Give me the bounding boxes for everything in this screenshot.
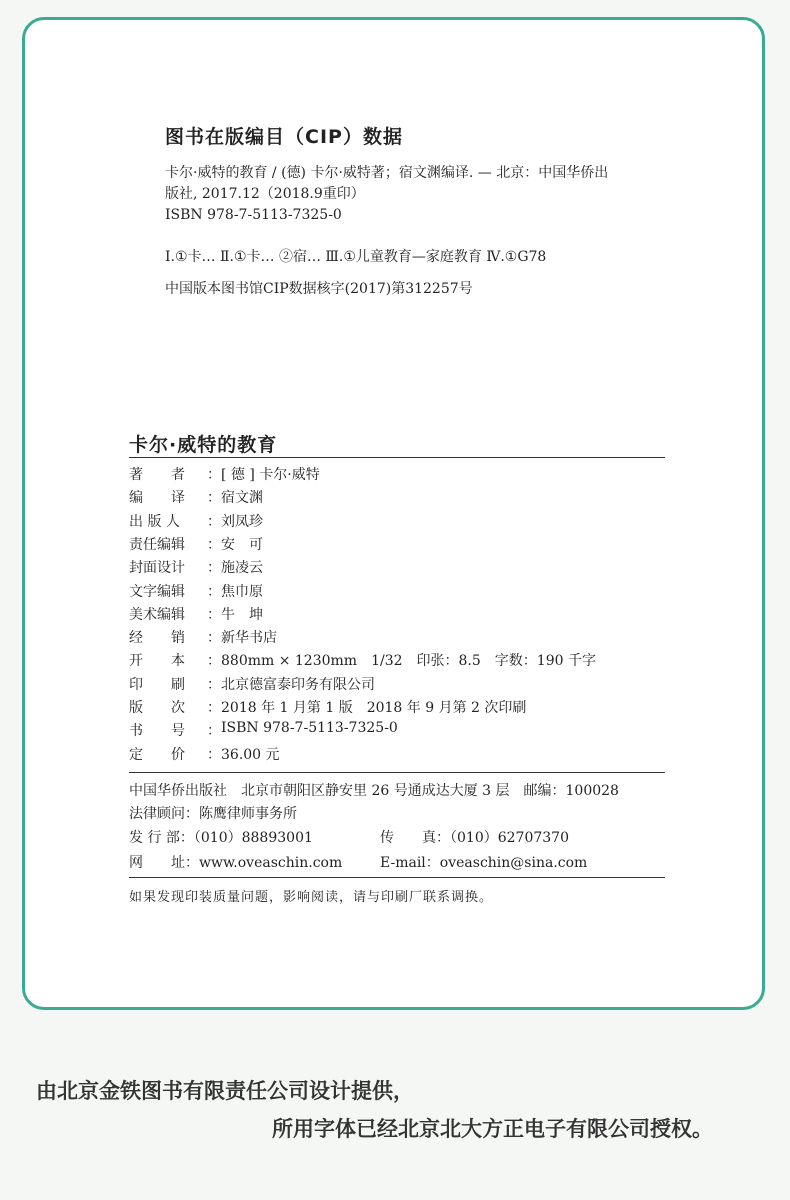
book-info-row xyxy=(129,744,280,764)
publisher-address: 中国华侨出版社 北京市朝阳区静安里 26 号通成达大厦 3 层 邮编：100028 xyxy=(129,783,619,799)
website: 网 址：www.oveaschin.com xyxy=(129,855,343,871)
book-info-row xyxy=(129,650,596,670)
credit-line-2: 所用字体已经北京北大方正电子有限公司授权。 xyxy=(272,1116,713,1141)
book-info-row xyxy=(129,534,263,554)
fax: 传 真：（010）62707370 xyxy=(380,830,569,846)
colon: ： xyxy=(207,606,221,623)
book-info-value: 2018 年 1 月第 1 版 2018 年 9 月第 2 次印刷 xyxy=(221,700,527,716)
book-info-value: 施凌云 xyxy=(221,560,263,577)
book-info-value: ISBN 978-7-5113-7325-0 xyxy=(221,720,398,737)
colon: ： xyxy=(207,536,221,553)
credit-line-1: 由北京金铁图书有限责任公司设计提供， xyxy=(36,1078,414,1103)
book-info-key: 出 版 人 xyxy=(129,513,180,530)
colon: ： xyxy=(207,630,221,647)
book-info-value: 36.00 元 xyxy=(221,746,280,763)
colon: ： xyxy=(207,490,221,507)
book-info-key: 著 者 xyxy=(129,467,185,483)
book-info-row xyxy=(129,511,263,531)
cip-line-2: 版社, 2017.12（2018.9重印） xyxy=(165,186,365,202)
book-info-row xyxy=(129,720,398,740)
cip-title: 图书在版编目（CIP）数据 xyxy=(165,126,403,148)
colon: ： xyxy=(207,583,221,600)
book-info-key: 书 号 xyxy=(129,723,185,740)
colon: ： xyxy=(207,746,221,763)
book-info-row xyxy=(129,581,263,601)
book-info-key: 版 次 xyxy=(129,700,185,716)
colon: ： xyxy=(207,513,221,530)
book-info-value: 880mm × 1230mm 1/32 印张：8.5 字数：190 千字 xyxy=(221,653,596,670)
colon: ： xyxy=(207,723,221,740)
colon: ： xyxy=(207,653,221,670)
book-info-key: 编 译 xyxy=(129,490,185,507)
book-info-row xyxy=(129,674,375,694)
legal-advisor: 法律顾问：陈鹰律师事务所 xyxy=(129,806,297,822)
book-info-row xyxy=(129,697,526,717)
info-divider xyxy=(129,772,665,773)
book-info-key: 文字编辑 xyxy=(129,583,185,600)
publisher-divider xyxy=(129,877,665,878)
email: E-mail：oveaschin@sina.com xyxy=(380,855,588,871)
book-info-key: 印 刷 xyxy=(129,676,185,693)
book-info-value: 焦巾原 xyxy=(221,583,263,600)
colon: ： xyxy=(207,560,221,577)
colon: ： xyxy=(207,467,221,483)
cip-isbn: ISBN 978-7-5113-7325-0 xyxy=(165,207,342,223)
cip-record: 中国版本图书馆CIP数据核字(2017)第312257号 xyxy=(165,281,473,297)
quality-note: 如果发现印装质量问题，影响阅读，请与印刷厂联系调换。 xyxy=(129,890,494,905)
book-info-row xyxy=(129,627,277,647)
book-info-value: 刘凤珍 xyxy=(221,513,263,530)
book-info-key: 封面设计 xyxy=(129,560,185,577)
copyright-page-card xyxy=(22,17,765,1010)
colon: ： xyxy=(207,700,221,716)
colon: ： xyxy=(207,676,221,693)
book-title: 卡尔·威特的教育 xyxy=(129,434,278,456)
book-info-value: 安 可 xyxy=(221,536,263,553)
book-info-row xyxy=(129,557,263,577)
book-info-row xyxy=(129,487,263,507)
book-info-key: 经 销 xyxy=(129,630,185,647)
title-divider xyxy=(129,457,665,458)
book-info-key: 责任编辑 xyxy=(129,536,185,553)
book-info-key: 美术编辑 xyxy=(129,606,185,623)
book-info-key: 开 本 xyxy=(129,653,185,670)
book-info-value: 牛 坤 xyxy=(221,606,263,623)
book-info-value: [ 德 ] 卡尔·威特 xyxy=(221,467,320,483)
cip-classification: Ⅰ.①卡… Ⅱ.①卡… ②宿… Ⅲ.①儿童教育—家庭教育 Ⅳ.①G78 xyxy=(165,249,547,265)
book-info-key: 定 价 xyxy=(129,746,185,763)
book-info-value: 北京德富泰印务有限公司 xyxy=(221,676,375,693)
cip-line-1: 卡尔·威特的教育 / (德) 卡尔·威特著；宿文渊编译. — 北京：中国华侨出 xyxy=(165,165,609,181)
book-info-row xyxy=(129,464,320,484)
book-info-value: 宿文渊 xyxy=(221,490,263,507)
book-info-value: 新华书店 xyxy=(221,630,277,647)
book-info-row xyxy=(129,604,263,624)
distribution-dept: 发 行 部：（010）88893001 xyxy=(129,830,313,846)
